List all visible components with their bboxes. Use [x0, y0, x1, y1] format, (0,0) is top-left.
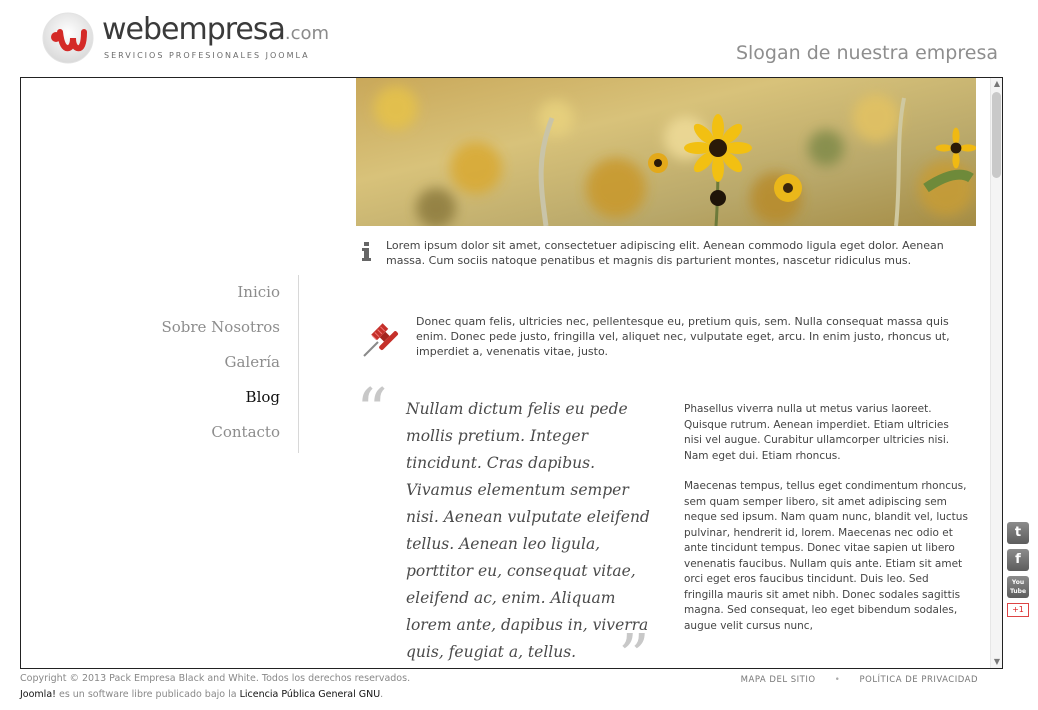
nav-item-galeria[interactable]: Galería: [224, 353, 280, 371]
footer-copyright: Copyright © 2013 Pack Empresa Black and White. Todos los derechos reservados.: [20, 673, 411, 684]
google-plus-icon[interactable]: +1: [1007, 603, 1029, 617]
webempresa-logo-icon: [40, 10, 96, 66]
article-body: [684, 402, 969, 634]
social-links: [1007, 522, 1031, 617]
privacy-link[interactable]: POLÍTICA DE PRIVACIDAD: [859, 675, 978, 685]
site-slogan: Slogan de nuestra empresa: [735, 42, 998, 64]
quote-close-mark: ”: [618, 620, 650, 669]
scrollbar-thumb[interactable]: [992, 92, 1001, 178]
article-paragraph-1: Phasellus viverra nulla ut metus varius laoreet. Quisque rutrum. Aenean imperdiet. Etiam ultricies nisi vel augue. Curabitur ullamcorper ultricies nisi. Nam eget dui. Etiam rhoncus.: [684, 403, 950, 462]
gnu-license-link[interactable]: Licencia Pública General GNU: [239, 689, 381, 700]
nav-item-sobre-nosotros[interactable]: Sobre Nosotros: [161, 318, 280, 336]
main-content-frame: [20, 77, 1003, 669]
info-block: [356, 238, 976, 268]
vertical-scrollbar[interactable]: [990, 78, 1002, 668]
sitemap-link[interactable]: MAPA DEL SITIO: [740, 675, 816, 685]
site-logo[interactable]: [36, 8, 336, 68]
footer-separator: •: [834, 675, 841, 685]
facebook-icon[interactable]: f: [1007, 549, 1029, 571]
scroll-down-arrow-icon[interactable]: ▼: [993, 657, 1001, 666]
header-banner-image: [356, 78, 976, 226]
logo-wordmark: [102, 12, 329, 47]
quote-open-mark: “: [356, 374, 388, 447]
pushpin-icon: [358, 316, 404, 362]
license-end: .: [380, 689, 384, 700]
info-icon: [360, 242, 374, 262]
nav-item-inicio[interactable]: Inicio: [237, 283, 280, 301]
license-text: es un software libre publicado bajo la: [55, 689, 240, 700]
youtube-icon[interactable]: You Tube: [1007, 576, 1029, 598]
sunflower-banner-image: [356, 78, 976, 226]
footer-license: [20, 689, 383, 700]
quote-text: Nullam dictum felis eu pede mollis pretium. Integer tincidunt. Cras dapibus. Vivamus elementum semper nisi. Aenean vulputate eleifend tellus. Aenean leo ligula, porttitor eu, consequat vitae, eleifend ac, enim. Aliquam lorem ante, dapibus in, viverra quis, feugiat a, tellus.: [406, 400, 650, 661]
article-paragraph-2: Maecenas tempus, tellus eget condimentum rhoncus, sem quam semper libero, sit amet adipiscing sem neque sed ipsum. Nam quam nunc, blandit vel, luctus pulvinar, hendrerit id, lorem. Maecenas nec odio et ante tincidunt tempus. Donec vitae sapien ut libero venenatis faucibus. Nullam quis ante. Etiam sit amet orci eget eros faucibus tincidunt. Duis leo. Sed fringilla mauris sit amet nibh. Donec sodales sagittis magna. Sed consequat, leo eget bibendum sodales, augue velit cursus nunc,: [684, 480, 968, 632]
logo-word: webempresa: [102, 12, 285, 47]
logo-tagline: SERVICIOS PROFESIONALES JOOMLA: [104, 51, 310, 60]
nav-item-contacto[interactable]: Contacto: [211, 423, 280, 441]
twitter-icon[interactable]: t: [1007, 522, 1029, 544]
logo-domain: .com: [284, 23, 330, 44]
pin-text: Donec quam felis, ultricies nec, pellentesque eu, pretium quis, sem. Nulla consequat massa quis enim. Donec pede justo, fringilla vel, aliquet nec, vulputate eget, arcu. In enim justo, rhoncus ut, imperdiet a, venenatis vitae, justo.: [416, 315, 950, 358]
main-nav: [141, 275, 299, 453]
pull-quote: [356, 374, 661, 669]
info-text: Lorem ipsum dolor sit amet, consectetuer adipiscing elit. Aenean commodo ligula eget dolor. Aenean massa. Cum sociis natoque penatibus et magnis dis parturient montes, nascetur ridiculus mus.: [386, 239, 944, 267]
scroll-up-arrow-icon[interactable]: ▲: [993, 79, 1001, 88]
nav-item-blog[interactable]: Blog: [245, 388, 280, 406]
footer-links: [741, 675, 978, 685]
joomla-link[interactable]: Joomla!: [20, 689, 56, 700]
pin-block: [356, 314, 976, 359]
